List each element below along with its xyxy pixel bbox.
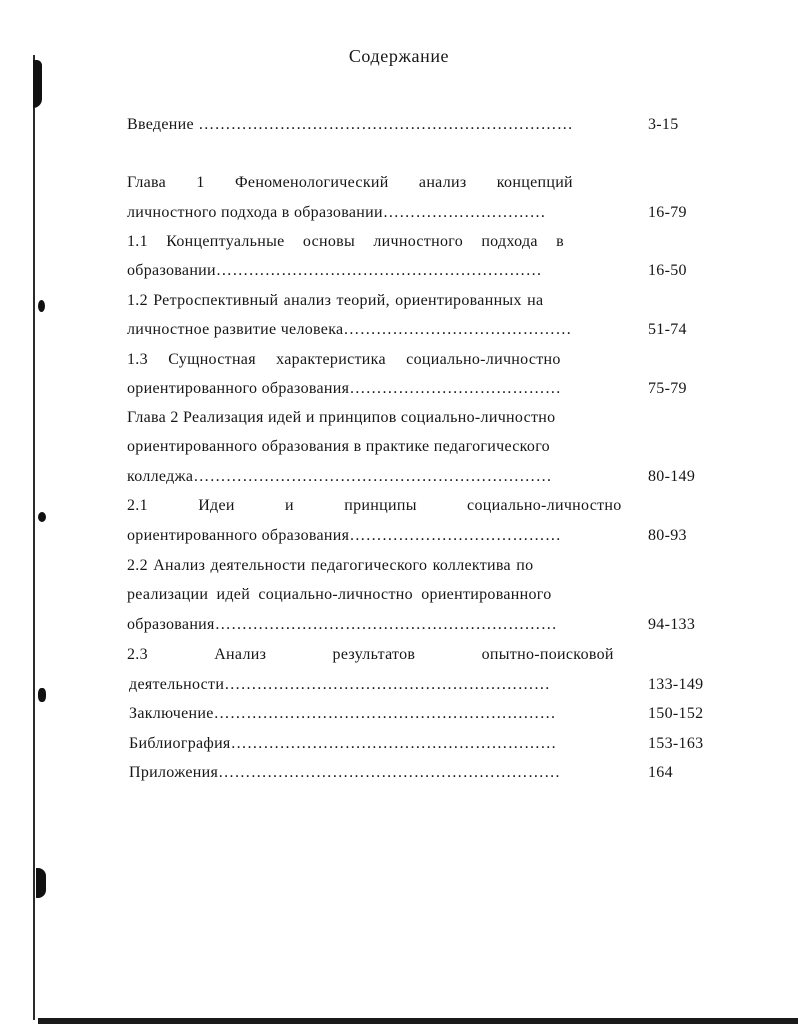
scan-mark-top — [33, 60, 42, 108]
toc-bib-pages: 153-163 — [648, 735, 704, 752]
toc-intro-pages: 3-15 — [648, 116, 679, 133]
toc-bib-line: Библиография…………………………………………………… — [129, 735, 557, 752]
toc-ch1-line-2: личностного подхода в образовании………………………… — [127, 204, 546, 221]
toc-app-pages: 164 — [648, 764, 673, 781]
toc-s13-line-1: 1.3 Сущностная характеристика социально-личностно — [127, 351, 561, 368]
toc-s22-line-3: образования……………………………………………………… — [127, 616, 557, 633]
toc-s11-pages: 16-50 — [648, 262, 687, 279]
scan-bottom-edge — [38, 1018, 798, 1024]
toc-s22-pages: 94-133 — [648, 616, 696, 633]
toc-s21-pages: 80-93 — [648, 527, 687, 544]
scan-mark-1 — [38, 300, 45, 312]
toc-ch2-pages: 80-149 — [648, 468, 696, 485]
toc-s22-line-2: реализации идей социально-личностно ориентированного — [127, 586, 552, 603]
toc-s13-pages: 75-79 — [648, 380, 687, 397]
toc-ch2-line-1: Глава 2 Реализация идей и принципов социально-личностно — [127, 409, 556, 426]
toc-s23-pages: 133-149 — [648, 676, 704, 693]
toc-s21-line-2: ориентированного образования………………………………… — [127, 527, 562, 544]
page-title: Содержание — [348, 46, 450, 66]
toc-s23-line-2: деятельности…………………………………………………… — [129, 676, 551, 693]
toc-s12-pages: 51-74 — [648, 321, 687, 338]
toc-s23-line-1: 2.3 Анализ результатов опытно-поисковой — [127, 646, 614, 663]
scan-left-edge — [33, 55, 35, 1020]
toc-concl-line: Заключение……………………………………………………… — [129, 705, 556, 722]
toc-concl-pages: 150-152 — [648, 705, 704, 722]
toc-s12-line-2: личностное развитие человека…………………………………… — [127, 321, 572, 338]
toc-ch2-line-2: ориентированного образования в практике педагогического — [127, 438, 550, 455]
toc-s13-line-2: ориентированного образования………………………………… — [127, 380, 562, 397]
scan-mark-2 — [38, 512, 46, 522]
scan-mark-4 — [36, 868, 46, 898]
toc-app-line: Приложения……………………………………………………… — [129, 764, 561, 781]
toc-s22-line-1: 2.2 Анализ деятельности педагогического коллектива по — [127, 557, 534, 574]
toc-s11-line-1: 1.1 Концептуальные основы личностного подхода в — [127, 233, 564, 250]
scan-mark-3 — [38, 688, 46, 702]
toc-s12-line-1: 1.2 Ретроспективный анализ теорий, ориентированных на — [127, 292, 544, 309]
toc-ch2-line-3: колледжа………………………………………………………… — [127, 468, 552, 485]
toc-intro-line: Введение …………………………………………………………… — [127, 116, 574, 133]
toc-ch1-pages: 16-79 — [648, 204, 687, 221]
toc-ch1-line-1: Глава 1 Феноменологический анализ концепций — [127, 174, 573, 191]
toc-s11-line-2: образовании…………………………………………………… — [127, 262, 542, 279]
toc-s21-line-1: 2.1 Идеи и принципы социально-личностно — [127, 497, 622, 514]
